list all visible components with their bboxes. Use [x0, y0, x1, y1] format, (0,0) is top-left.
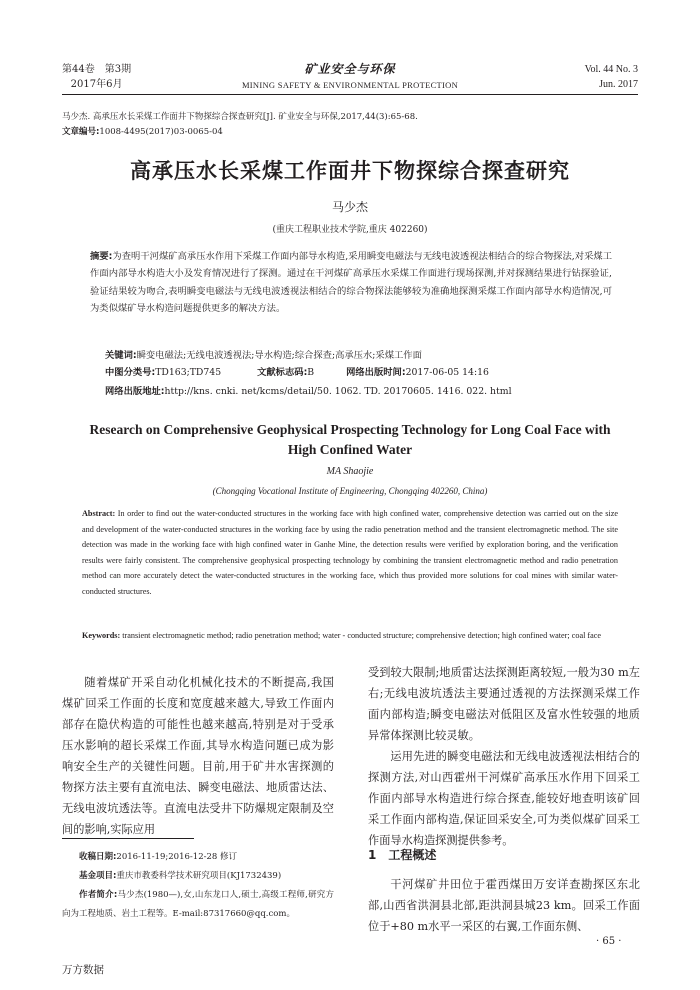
abstract-en-label: Abstract:	[82, 509, 116, 518]
pub-url-row	[105, 383, 512, 397]
clc-label: 中图分类号:	[105, 367, 156, 378]
section-1-body	[368, 874, 640, 937]
footnote-fund-label: 基金项目:	[79, 871, 117, 881]
affiliation-en: (Chongqing Vocational Institute of Engineering, Chongqing 402260, China)	[212, 486, 488, 496]
author-cn: 马少杰	[331, 200, 368, 214]
footnote-received-value: 2016-11-19;2016-12-28 修订	[116, 852, 237, 862]
header-journal-cn: 矿业安全与环保	[304, 62, 396, 76]
doc-code-label: 文献标志码:	[257, 367, 308, 378]
footnote-fund-value: 重庆市教委科学技术研究项目(KJ1732439)	[116, 871, 282, 881]
doc-code-value: B	[307, 367, 315, 378]
body-right-column	[368, 662, 640, 851]
footnote-received	[62, 848, 334, 867]
abstract-en-text: In order to find out the water-conducted structures in the working face with high confined water, comprehensive detection was carried out on the size and development of the water-conducted structures in the working face by using the radio penetration method and the transient electromagnetic method. The site detection was made in the working face with high confined water in Ganhe Mine, the detection results were verified by exploration boring, and the verification results were fairly consistent. The comprehensive geophysical prospecting technology by combining the transient electromagnetic method and radio penetration method can more accurately detect the water-conducted structures in the working face, which thus provided more solutions for coal mines with similar water-conducted structures.	[82, 509, 618, 596]
citation: 马少杰. 高承压水长采煤工作面井下物探综合探查研究[J]. 矿业安全与环保,2017,44(3):65-68.	[62, 112, 418, 122]
header-volume-cn: 第44卷 第3期	[62, 64, 132, 75]
abstract-cn-label: 摘要:	[90, 251, 113, 262]
keywords-cn-label: 关键词:	[105, 350, 137, 361]
classification-row	[105, 364, 489, 378]
pub-time-value: 2017-06-05 14:16	[405, 367, 489, 378]
pub-url-value: http://kns. cnki. net/kcms/detail/50. 1062. TD. 20170605. 1416. 022. html	[164, 386, 512, 397]
title-en: Research on Comprehensive Geophysical Prospecting Technology for Long Coal Face with High Confined Water	[89, 422, 611, 457]
watermark-text: 万方数据	[62, 964, 104, 976]
footnote-fund	[62, 867, 334, 886]
body-right-paragraph-2: 运用先进的瞬变电磁法和无线电波透视法相结合的探测方法,对山西霍州干河煤矿高承压水作用下回采工作面内部导水构造进行综合探查,能较好地查明该矿回采工作面内部构造,保证回采安全,可为类似煤矿回采工作面导水构造探测提供参考。	[368, 750, 640, 847]
footnote-received-label: 收稿日期:	[79, 852, 117, 862]
pub-url-label: 网络出版地址:	[105, 386, 165, 397]
header-volume-en: Vol. 44 No. 3	[584, 64, 638, 75]
header-date-en: Jun. 2017	[599, 79, 638, 90]
article-number-label: 文章编号:	[62, 127, 100, 137]
keywords-en	[82, 628, 618, 644]
footnote-author	[62, 886, 334, 924]
keywords-en-label: Keywords:	[82, 631, 121, 640]
page-number: · 65 ·	[596, 936, 622, 947]
article-number	[62, 125, 223, 137]
section-1-heading: 1 工程概述	[368, 848, 437, 862]
abstract-en	[82, 506, 618, 600]
header-divider	[62, 94, 638, 95]
keywords-en-text: transient electromagnetic method; radio penetration method; water - conducted structure; comprehensive detection; high confined water; coal face	[122, 631, 602, 640]
keywords-cn-text: 瞬变电磁法;无线电波透视法;导水构造;综合探查;高承压水;采煤工作面	[136, 350, 422, 361]
section-1-paragraph: 干河煤矿井田位于霍西煤田万安详查勘探区东北部,山西省洪洞县北部,距洪洞县城23 km。回采工作面位于+80 m水平一采区的右翼,工作面东侧、	[368, 878, 640, 933]
pub-time-label: 网络出版时间:	[346, 367, 406, 378]
body-left-paragraph-1: 随着煤矿开采自动化机械化技术的不断提高,我国煤矿回采工作面的长度和宽度越来越大,导致工作面内部存在隐伏构造的可能性也越来越高,特别是对于受承压水影响的超长采煤工作面,其导水构造问题已成为影响安全生产的关键性问题。目前,用于矿井水害探测的物探方法主要有直流电法、瞬变电磁法、地质雷达法、无线电波坑透法等。直流电法受井下防爆规定限制及空间的影响,实际应用	[62, 676, 334, 836]
article-number-value: 1008-4495(2017)03-0065-04	[99, 127, 223, 137]
footnote	[62, 848, 334, 924]
abstract-cn-text: 为查明干河煤矿高承压水作用下采煤工作面内部导水构造,采用瞬变电磁法与无线电波透视法相结合的综合物探法,对采煤工作面内部导水构造大小及发育情况进行了探测。通过在干河煤矿高承压水采煤工作面进行现场探测,并对探测结果进行钻探验证,验证结果较为吻合,表明瞬变电磁法与无线电波透视法相结合的综合物探法能够较为准确地探测采煤工作面内部导水构造情况,可为类似煤矿导水构造问题提供更多的解决方法。	[90, 251, 613, 314]
body-left-column	[62, 672, 334, 840]
footnote-author-value: 马少杰(1980—),女,山东龙口人,硕士,高级工程师,研究方向为工程地质、岩土工程等。E-mail:87317660@qq.com。	[62, 890, 334, 919]
body-right-paragraph-1: 受到较大限制;地质雷达法探测距离较短,一般为30 m左右;无线电波坑透法主要通过透视的方法探测采煤工作面内部构造;瞬变电磁法对低阻区及富水性较强的地质异常体探测比较灵敏。	[368, 666, 640, 742]
affiliation-cn: (重庆工程职业技术学院,重庆 402260)	[272, 225, 428, 235]
footnote-divider	[62, 838, 194, 839]
author-en: MA Shaojie	[326, 466, 374, 477]
header-date-cn: 2017年6月	[70, 79, 123, 90]
keywords-cn	[105, 347, 422, 361]
header-journal-en: MINING SAFETY & ENVIRONMENTAL PROTECTION	[241, 80, 459, 90]
header-volume-en-block	[585, 62, 638, 92]
title-cn: 高承压水长采煤工作面井下物探综合探查研究	[130, 159, 570, 183]
footnote-author-label: 作者简介:	[79, 890, 118, 900]
abstract-cn	[90, 248, 612, 317]
clc-value: TD163;TD745	[155, 367, 222, 378]
